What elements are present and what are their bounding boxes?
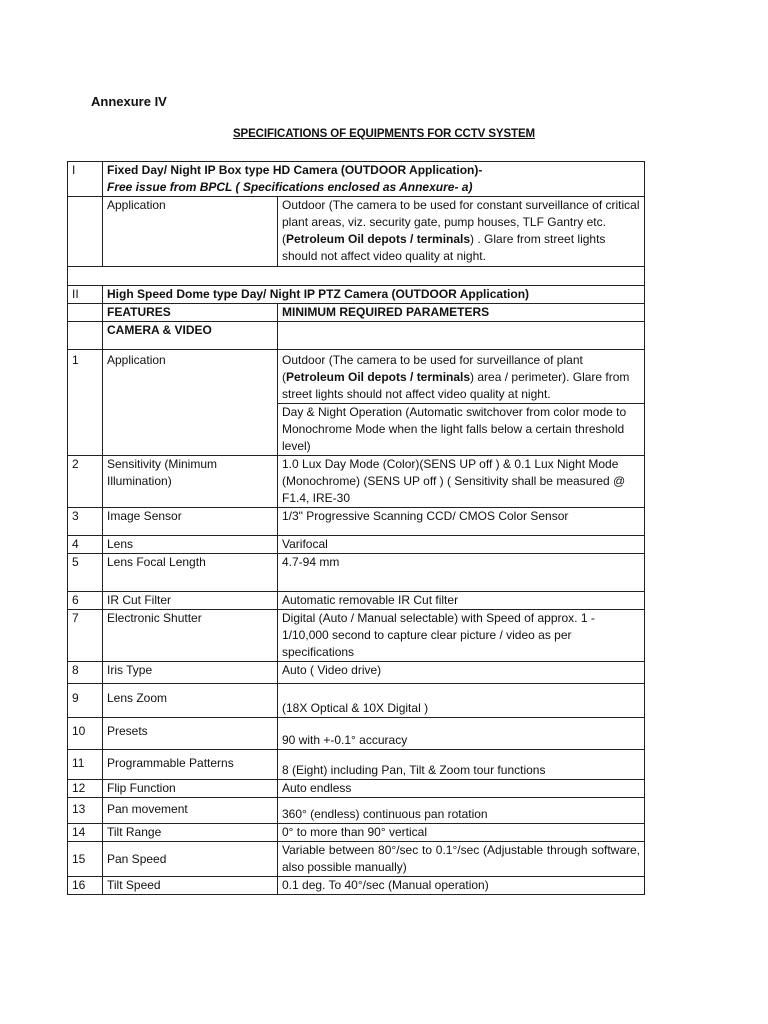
row-value: (18X Optical & 10X Digital ) [278, 684, 645, 718]
row-number: 6 [68, 592, 103, 610]
section-2-number: II [68, 286, 103, 304]
row-number [68, 197, 103, 267]
row-label: Sensitivity (Minimum Illumination) [103, 456, 278, 508]
row-label: Presets [103, 718, 278, 750]
row-value: Digital (Auto / Manual selectable) with Speed of approx. 1 - 1/10,000 second to capture clear picture / video as per specifications [278, 610, 645, 662]
table-row [68, 718, 645, 750]
row-value: 1.0 Lux Day Mode (Color)(SENS UP off ) & 0.1 Lux Night Mode (Monochrome) (SENS UP off ) ( Sensitivity shall be measured @ F1.4, IRE-30 [278, 456, 645, 508]
section-2-heading: High Speed Dome type Day/ Night IP PTZ Camera (OUTDOOR Application) [103, 286, 645, 304]
section-2-header-row [68, 286, 645, 304]
row-label: Lens Zoom [103, 684, 278, 718]
value-emphasis: Petroleum Oil depots / terminals [286, 370, 471, 384]
row-label: Pan Speed [103, 842, 278, 877]
row-number: 9 [68, 684, 103, 718]
row-number: 3 [68, 508, 103, 536]
row-number: 7 [68, 610, 103, 662]
row-label: Tilt Speed [103, 877, 278, 895]
row-label: IR Cut Filter [103, 592, 278, 610]
row-value: Automatic removable IR Cut filter [278, 592, 645, 610]
specification-table [67, 161, 645, 895]
row-label: Pan movement [103, 798, 278, 824]
row-label: Application [103, 197, 278, 267]
table-row [68, 592, 645, 610]
parameters-header: MINIMUM REQUIRED PARAMETERS [278, 304, 645, 322]
value-text: Outdoor (The camera to be used for constant surveillance of critical plant areas, viz. security gate, pump houses, TLF Gantry etc. ( [282, 198, 640, 246]
document-title: SPECIFICATIONS OF EQUIPMENTS FOR CCTV SYSTEM [232, 128, 536, 140]
row-label: Image Sensor [103, 508, 278, 536]
row-label: Tilt Range [103, 824, 278, 842]
features-header: FEATURES [103, 304, 278, 322]
row-value: Variable between 80°/sec to 0.1°/sec (Adjustable through software, also possible manually) [278, 842, 645, 877]
spacer-cell [68, 267, 645, 286]
row-label: Iris Type [103, 662, 278, 684]
table-row [68, 554, 645, 592]
section-1-heading-cell [103, 162, 645, 197]
row-label: Programmable Patterns [103, 750, 278, 780]
table-row [68, 842, 645, 877]
row-label: Lens Focal Length [103, 554, 278, 592]
table-row [68, 824, 645, 842]
row-number: 14 [68, 824, 103, 842]
row-number: 15 [68, 842, 103, 877]
value-text: Outdoor (The camera to be used for surveillance of plant ( [282, 353, 583, 384]
row-value: 90 with +-0.1° accuracy [278, 718, 645, 750]
row-value: Auto endless [278, 780, 645, 798]
row-value: 4.7-94 mm [278, 554, 645, 592]
table-row [68, 684, 645, 718]
row-value: 360° (endless) continuous pan rotation [278, 798, 645, 824]
row-number: 10 [68, 718, 103, 750]
row-value: 0° to more than 90° vertical [278, 824, 645, 842]
row-number: 5 [68, 554, 103, 592]
table-row [68, 662, 645, 684]
camera-video-label: CAMERA & VIDEO [103, 322, 278, 350]
column-header-row [68, 304, 645, 322]
table-row [68, 877, 645, 895]
row-number: 1 [68, 350, 103, 456]
row-value: 8 (Eight) including Pan, Tilt & Zoom tour functions [278, 750, 645, 780]
section-1-number: I [68, 162, 103, 197]
row-number: 8 [68, 662, 103, 684]
table-row [68, 350, 645, 404]
row-label: Application [103, 350, 278, 456]
table-row [68, 456, 645, 508]
spacer-row [68, 267, 645, 286]
annexure-label: Annexure IV [91, 94, 167, 109]
row-value [278, 197, 645, 267]
row-number: 12 [68, 780, 103, 798]
row-number: 2 [68, 456, 103, 508]
row-value: 1/3" Progressive Scanning CCD/ CMOS Color Sensor [278, 508, 645, 536]
row-number: 11 [68, 750, 103, 780]
row-label: Electronic Shutter [103, 610, 278, 662]
value-text: ) area / perimeter). Glare from street lights should not affect video quality at night. [282, 370, 630, 401]
section-1-heading: Fixed Day/ Night IP Box type HD Camera (OUTDOOR Application)- [107, 163, 483, 177]
row-number [68, 322, 103, 350]
row-value: 0.1 deg. To 40°/sec (Manual operation) [278, 877, 645, 895]
row-value: Auto ( Video drive) [278, 662, 645, 684]
row-value [278, 350, 645, 404]
table-row [68, 780, 645, 798]
subsection-row [68, 322, 645, 350]
row-label: Flip Function [103, 780, 278, 798]
row-number: 4 [68, 536, 103, 554]
table-row [68, 197, 645, 267]
row-value: Day & Night Operation (Automatic switchover from color mode to Monochrome Mode when the light falls below a certain threshold level) [278, 404, 645, 456]
table-row [68, 798, 645, 824]
table-row [68, 750, 645, 780]
value-text: ) . Glare from street lights should not affect video quality at night. [282, 232, 606, 263]
row-number: 16 [68, 877, 103, 895]
row-value: Varifocal [278, 536, 645, 554]
table-row [68, 610, 645, 662]
row-label: Lens [103, 536, 278, 554]
row-number: 13 [68, 798, 103, 824]
table-row [68, 508, 645, 536]
row-value [278, 322, 645, 350]
section-1-header-row [68, 162, 645, 197]
row-number [68, 304, 103, 322]
value-emphasis: Petroleum Oil depots / terminals [286, 232, 471, 246]
table-row [68, 536, 645, 554]
section-1-subheading: Free issue from BPCL ( Specifications enclosed as Annexure- a) [107, 180, 473, 194]
